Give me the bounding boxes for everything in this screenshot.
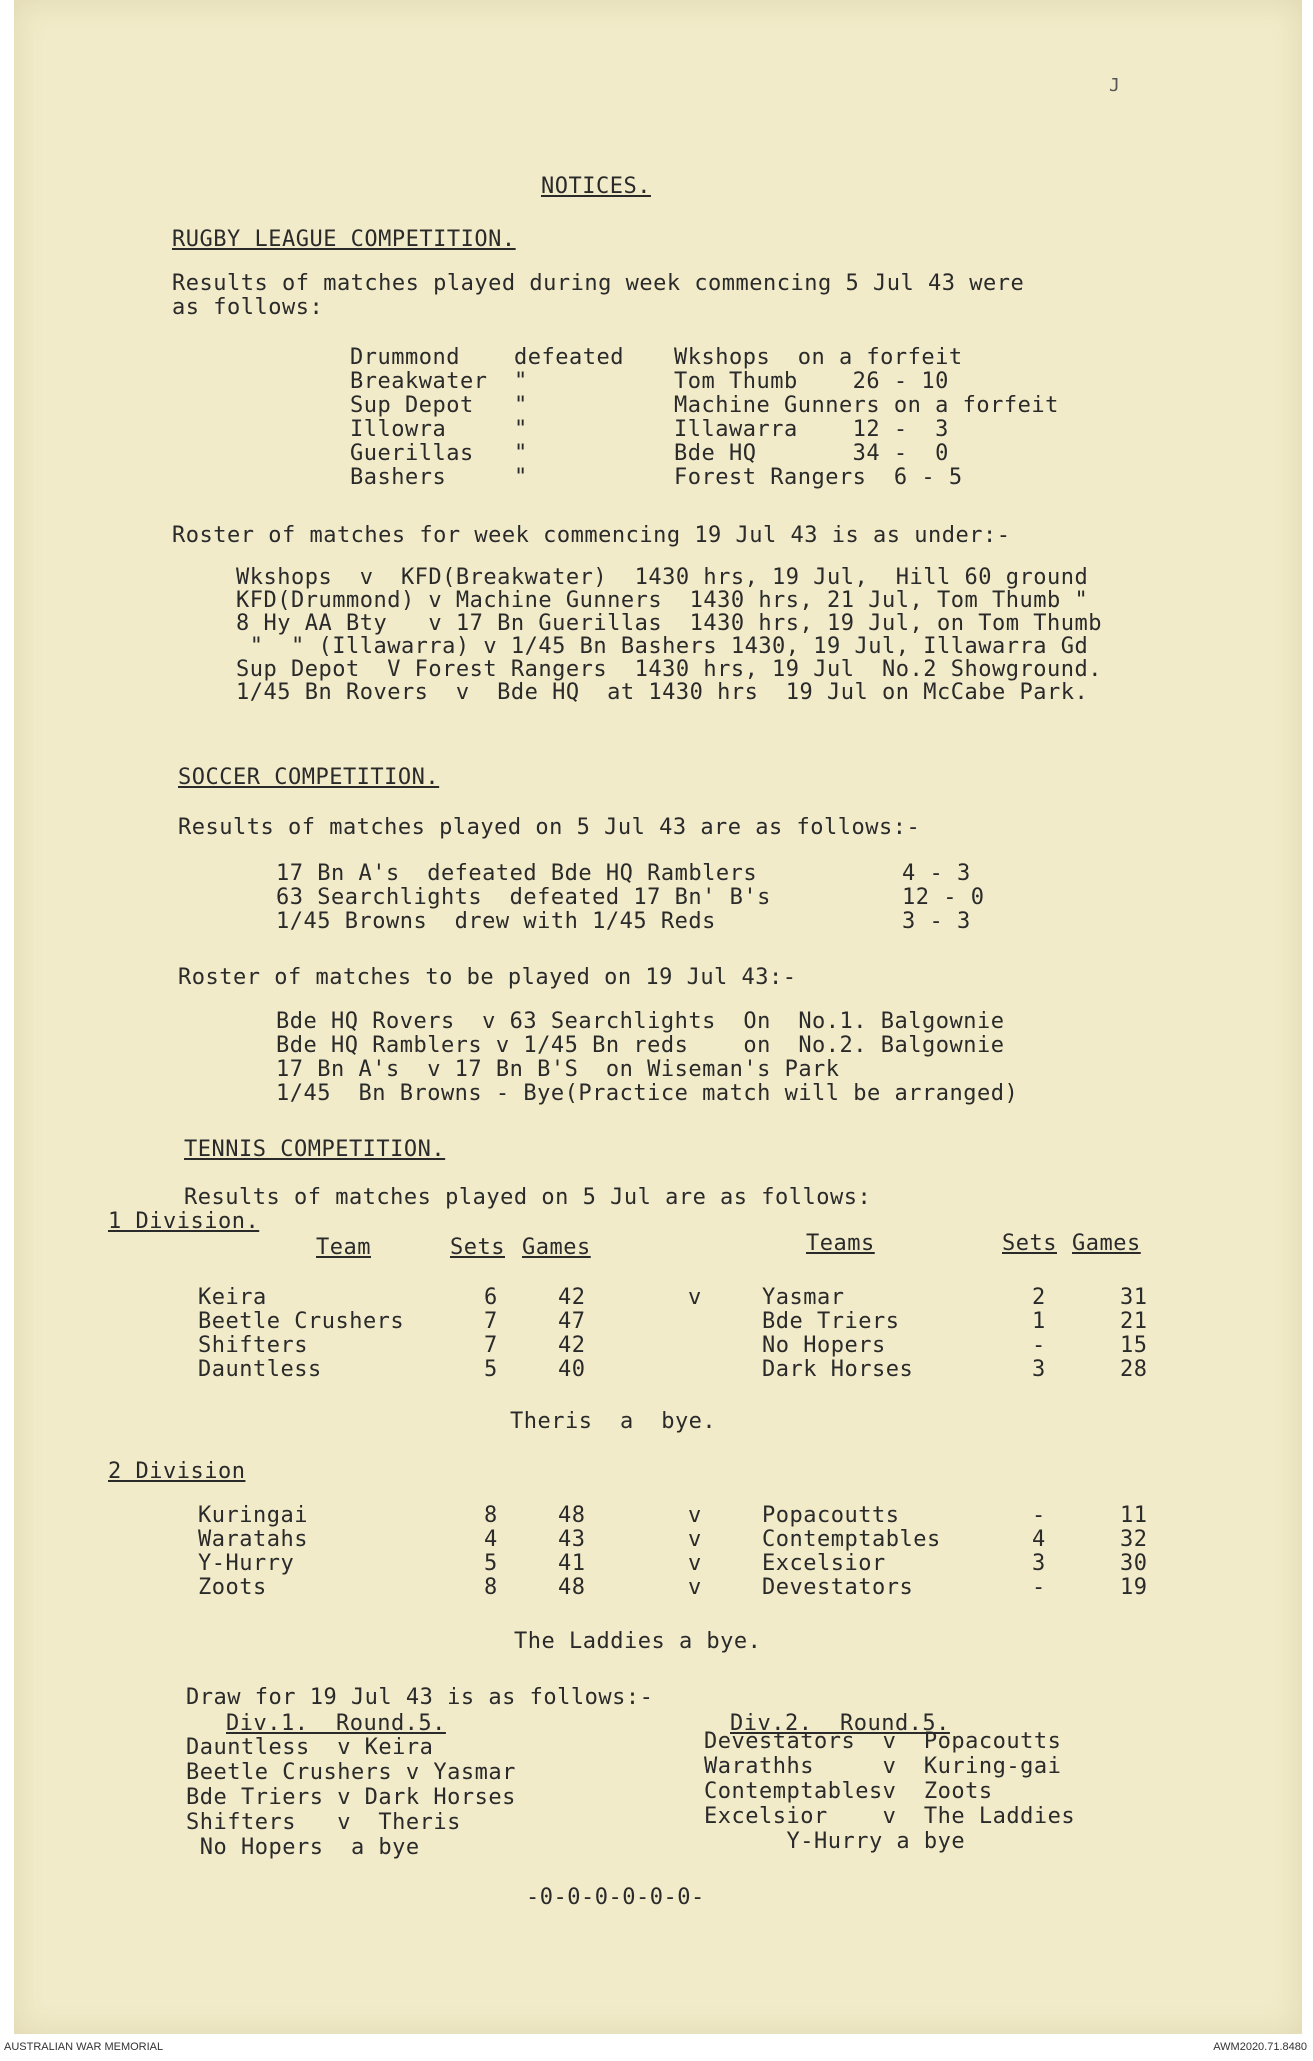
soccer-heading: SOCCER COMPETITION. (178, 765, 440, 790)
opponent-sets: 3 (1032, 1551, 1046, 1576)
soccer-roster-line: Bde HQ Rovers v 63 Searchlights On No.1. Balgownie (276, 1009, 1005, 1034)
draw-div1-line: Beetle Crushers v Yasmar (186, 1760, 516, 1785)
page-mark: J (1109, 75, 1120, 96)
rugby-roster-line: 8 Hy AA Bty v 17 Bn Guerillas 1430 hrs, 19 Jul, on Tom Thumb (236, 611, 1102, 636)
versus-mark: v (688, 1503, 702, 1528)
draw-div1-line: Dauntless v Keira (186, 1735, 434, 1760)
opponent-games: 19 (1120, 1575, 1148, 1600)
team-name: Shifters (198, 1333, 308, 1358)
soccer-roster-line: 17 Bn A's v 17 Bn B'S on Wiseman's Park (276, 1057, 840, 1082)
rugby-roster-line: " " (Illawarra) v 1/45 Bn Bashers 1430, 19 Jul, Illawarra Gd (236, 634, 1089, 659)
team-name: Zoots (198, 1575, 267, 1600)
div1-bye: Theris a bye. (510, 1409, 717, 1434)
team-sets: 8 (484, 1575, 498, 1600)
rugby-result-verb: " (514, 417, 528, 442)
soccer-result-match: 1/45 Browns drew with 1/45 Reds (276, 909, 716, 934)
rugby-result-verb: " (514, 369, 528, 394)
soccer-result-score: 3 - 3 (902, 909, 971, 934)
rugby-roster-line: Wkshops v KFD(Breakwater) 1430 hrs, 19 Jul, Hill 60 ground (236, 565, 1089, 590)
opponent-sets: - (1032, 1575, 1046, 1600)
archive-footer (0, 2034, 1313, 2061)
draw-div2-line: Devestators v Popacoutts (704, 1729, 1062, 1754)
opponent-name: No Hopers (762, 1333, 886, 1358)
team-games: 48 (558, 1575, 586, 1600)
opponent-name: Excelsior (762, 1551, 886, 1576)
soccer-result-match: 63 Searchlights defeated 17 Bn' B's (276, 885, 771, 910)
opponent-games: 11 (1120, 1503, 1148, 1528)
rugby-result-verb: " (514, 441, 528, 466)
opponent-games: 28 (1120, 1357, 1148, 1382)
team-name: Kuringai (198, 1503, 308, 1528)
soccer-roster-line: 1/45 Bn Browns - Bye(Practice match will be arranged) (276, 1081, 1019, 1106)
opponent-name: Bde Triers (762, 1309, 900, 1334)
team-name: Beetle Crushers (198, 1309, 405, 1334)
opponent-games: 15 (1120, 1333, 1148, 1358)
div1-heading: 1 Division. (108, 1209, 260, 1234)
team-games: 40 (558, 1357, 586, 1382)
team-games: 48 (558, 1503, 586, 1528)
rugby-result-team-b: Machine Gunners on a forfeit (674, 393, 1059, 418)
opponent-sets: 2 (1032, 1285, 1046, 1310)
team-games: 43 (558, 1527, 586, 1552)
team-sets: 6 (484, 1285, 498, 1310)
div1-col-team: Team (316, 1235, 371, 1260)
div1-col-games-2: Games (1072, 1231, 1141, 1256)
team-games: 41 (558, 1551, 586, 1576)
soccer-result-score: 12 - 0 (902, 885, 985, 910)
rugby-result-team-a: Breakwater (350, 369, 488, 394)
rugby-result-verb: " (514, 465, 528, 490)
opponent-name: Yasmar (762, 1285, 845, 1310)
div1-col-sets: Sets (450, 1235, 505, 1260)
draw-div2-heading: Div.2. Round.5. (730, 1711, 950, 1736)
document-page (14, 0, 1302, 2034)
soccer-roster-line: Bde HQ Ramblers v 1/45 Bn reds on No.2. Balgownie (276, 1033, 1005, 1058)
team-sets: 7 (484, 1309, 498, 1334)
footer-left: AUSTRALIAN WAR MEMORIAL (4, 2041, 164, 2053)
rugby-result-team-b: Illawarra 12 - 3 (674, 417, 949, 442)
rugby-result-team-a: Bashers (350, 465, 447, 490)
versus-mark: v (688, 1527, 702, 1552)
opponent-name: Dark Horses (762, 1357, 914, 1382)
rugby-result-team-b: Forest Rangers 6 - 5 (674, 465, 963, 490)
team-sets: 4 (484, 1527, 498, 1552)
rugby-intro-2: as follows: (172, 295, 324, 320)
draw-div2-line: Contemptablesv Zoots (704, 1779, 993, 1804)
opponent-games: 32 (1120, 1527, 1148, 1552)
soccer-intro: Results of matches played on 5 Jul 43 are as follows:- (178, 815, 921, 840)
rugby-result-team-b: Bde HQ 34 - 0 (674, 441, 949, 466)
rugby-result-team-a: Guerillas (350, 441, 474, 466)
soccer-roster-intro: Roster of matches to be played on 19 Jul 43:- (178, 965, 797, 990)
team-games: 42 (558, 1333, 586, 1358)
team-sets: 8 (484, 1503, 498, 1528)
draw-div2-line: Warathhs v Kuring-gai (704, 1754, 1062, 1779)
div2-bye: The Laddies a bye. (514, 1629, 762, 1654)
rugby-intro-1: Results of matches played during week commencing 5 Jul 43 were (172, 271, 1025, 296)
team-name: Waratahs (198, 1527, 308, 1552)
team-name: Keira (198, 1285, 267, 1310)
footer-right: AWM2020.71.8480 (1213, 2041, 1307, 2053)
team-games: 47 (558, 1309, 586, 1334)
draw-div1-line: No Hopers a bye (186, 1835, 420, 1860)
div2-heading: 2 Division (108, 1459, 246, 1484)
opponent-name: Devestators (762, 1575, 914, 1600)
draw-div2-line: Excelsior v The Laddies (704, 1804, 1076, 1829)
team-games: 42 (558, 1285, 586, 1310)
team-sets: 5 (484, 1551, 498, 1576)
div1-col-games: Games (522, 1235, 591, 1260)
soccer-result-match: 17 Bn A's defeated Bde HQ Ramblers (276, 861, 758, 886)
rugby-heading: RUGBY LEAGUE COMPETITION. (172, 227, 516, 252)
rugby-roster-line: KFD(Drummond) v Machine Gunners 1430 hrs, 21 Jul, Tom Thumb " (236, 588, 1089, 613)
soccer-result-score: 4 - 3 (902, 861, 971, 886)
opponent-sets: - (1032, 1333, 1046, 1358)
versus-mark: v (688, 1551, 702, 1576)
rugby-result-team-a: Sup Depot (350, 393, 474, 418)
tennis-intro: Results of matches played on 5 Jul are as follows: (184, 1185, 872, 1210)
team-sets: 5 (484, 1357, 498, 1382)
tennis-heading: TENNIS COMPETITION. (184, 1137, 446, 1162)
rugby-result-verb: " (514, 393, 528, 418)
page-title: NOTICES. (541, 174, 651, 199)
opponent-sets: - (1032, 1503, 1046, 1528)
team-name: Dauntless (198, 1357, 322, 1382)
team-sets: 7 (484, 1333, 498, 1358)
draw-div1-line: Bde Triers v Dark Horses (186, 1785, 516, 1810)
end-mark: -0-0-0-0-0-0- (526, 1885, 705, 1910)
rugby-result-team-b: Tom Thumb 26 - 10 (674, 369, 949, 394)
opponent-games: 21 (1120, 1309, 1148, 1334)
div1-col-teams: Teams (806, 1231, 875, 1256)
opponent-sets: 1 (1032, 1309, 1046, 1334)
rugby-result-team-a: Illowra (350, 417, 447, 442)
rugby-roster-line: Sup Depot V Forest Rangers 1430 hrs, 19 Jul No.2 Showground. (236, 657, 1102, 682)
versus-mark: v (688, 1575, 702, 1600)
rugby-result-verb: defeated (514, 345, 624, 370)
rugby-result-team-b: Wkshops on a forfeit (674, 345, 963, 370)
opponent-name: Popacoutts (762, 1503, 900, 1528)
rugby-roster-line: 1/45 Bn Rovers v Bde HQ at 1430 hrs 19 Jul on McCabe Park. (236, 680, 1089, 705)
opponent-name: Contemptables (762, 1527, 941, 1552)
rugby-roster-intro: Roster of matches for week commencing 19 Jul 43 is as under:- (172, 523, 1011, 548)
opponent-sets: 3 (1032, 1357, 1046, 1382)
opponent-sets: 4 (1032, 1527, 1046, 1552)
draw-div1-line: Shifters v Theris (186, 1810, 461, 1835)
versus-mark: v (688, 1285, 702, 1310)
team-name: Y-Hurry (198, 1551, 295, 1576)
div1-col-sets-2: Sets (1002, 1231, 1057, 1256)
draw-div2-line: Y-Hurry a bye (704, 1829, 966, 1854)
opponent-games: 30 (1120, 1551, 1148, 1576)
draw-div1-heading: Div.1. Round.5. (226, 1711, 446, 1736)
rugby-result-team-a: Drummond (350, 345, 460, 370)
opponent-games: 31 (1120, 1285, 1148, 1310)
draw-intro: Draw for 19 Jul 43 is as follows:- (186, 1685, 654, 1710)
